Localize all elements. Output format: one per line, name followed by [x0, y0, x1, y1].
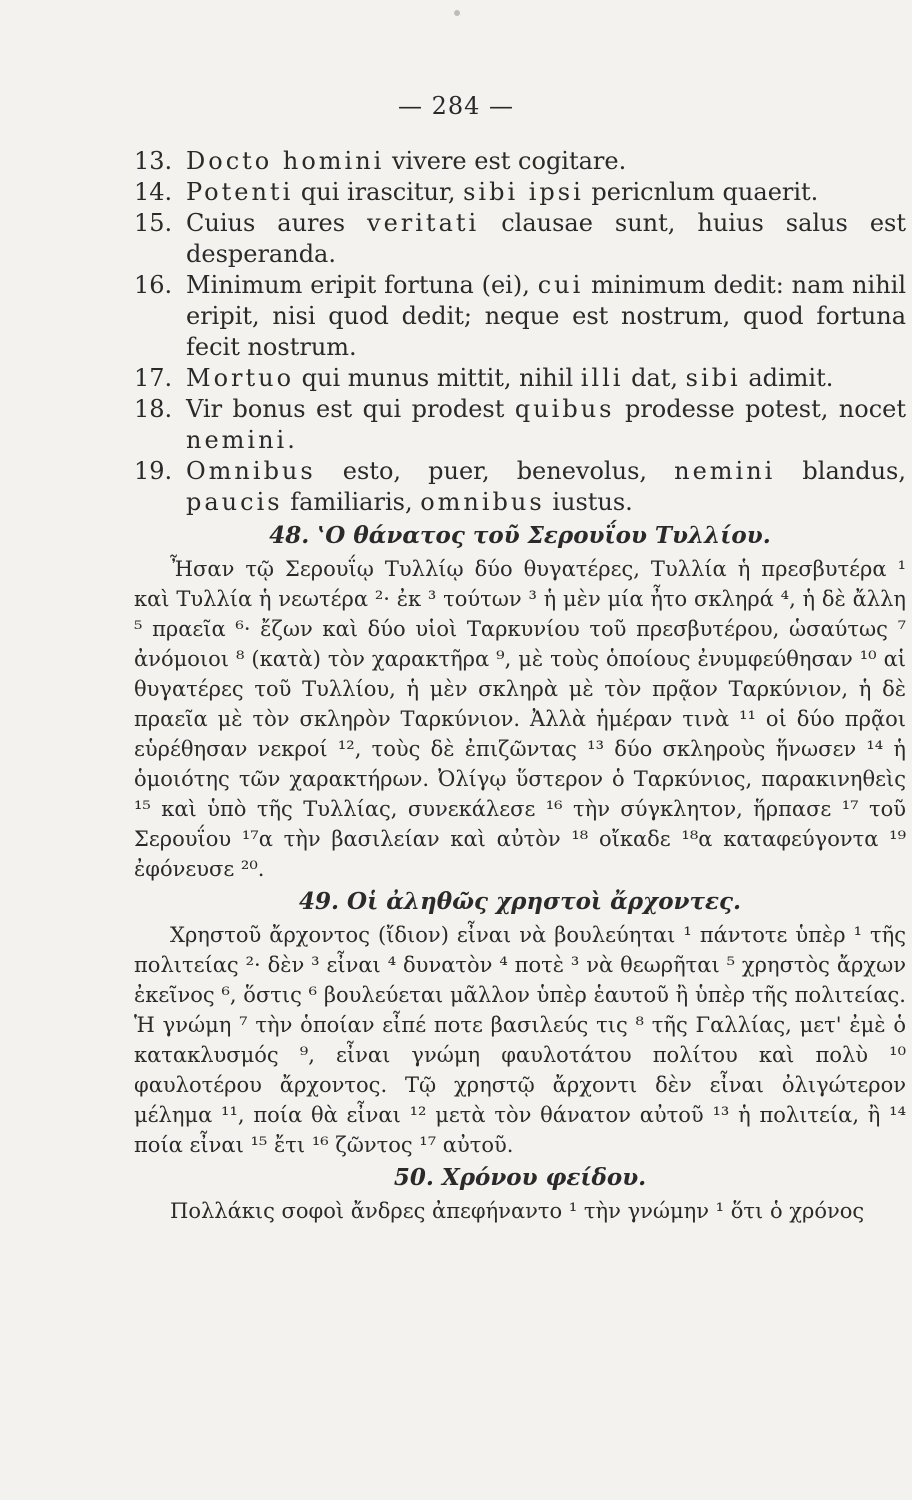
exercise-item	[134, 208, 906, 270]
exercise-item	[134, 456, 906, 518]
item-number: 19.	[134, 457, 173, 485]
section-heading-50: 50. Χρόνου φείδου.	[393, 1164, 647, 1191]
item-text: Mortuo qui munus mittit, nihil illi dat, sibi adimit.	[186, 364, 834, 392]
item-number: 16.	[134, 271, 173, 299]
ink-speck	[454, 10, 460, 16]
exercise-item	[134, 394, 906, 456]
page-number: — 284 —	[397, 92, 515, 120]
item-number: 18.	[134, 395, 173, 423]
item-text: Docto homini vivere est cogitare.	[186, 147, 627, 175]
latin-exercises	[134, 146, 906, 518]
section-text-50: Πολλάκις σοφοὶ ἄνδρες ἀπεφήναντο ¹ τὴν γνώμην ¹ ὅτι ὁ χρόνος	[170, 1199, 865, 1223]
item-number: 15.	[134, 209, 173, 237]
exercise-item	[134, 363, 906, 394]
section-text-49: Χρηστοῦ ἄρχοντος (ἴδιον) εἶναι νὰ βουλεύηται ¹ πάντοτε ὑπὲρ ¹ τῆς πολιτείας ²· δὲν ³ εἶναι ⁴ δυνατὸν ⁴ ποτὲ ³ νὰ θεωρῆται ⁵ χρηστὸς ἄρχων ἐκεῖνος ⁶, ὅστις ⁶ βουλεύεται μᾶλλον ὑπὲρ ἑαυτοῦ ἢ ὑπὲρ τῆς πολιτείας. Ἡ γνώμη ⁷ τὴν ὁποίαν εἶπέ ποτε βασιλεύς τις ⁸ τῆς Γαλλίας, μετ' ἐμὲ ὁ κατακλυσμός ⁹, εἶναι γνώμη φαυλοτάτου πολίτου καὶ πολὺ ¹⁰ φαυλοτέρου ἄρχοντος. Τῷ χρηστῷ ἄρχοντι δὲν εἶναι ὀλιγώτερον μέλημα ¹¹, ποία θὰ εἶναι ¹² μετὰ τὸν θάνατον αὐτοῦ ¹³ ἡ πολιτεία, ἢ ¹⁴ ποία εἶναι ¹⁵ ἔτι ¹⁶ ζῶντος ¹⁷ αὐτοῦ.	[134, 923, 906, 1157]
section-heading-49: 49. Οἱ ἀληθῶς χρηστοὶ ἄρχοντες.	[299, 888, 741, 915]
exercise-item	[134, 270, 906, 363]
item-number: 17.	[134, 364, 173, 392]
exercise-item	[134, 146, 906, 177]
item-number: 14.	[134, 178, 173, 206]
exercise-item	[134, 177, 906, 208]
item-text: Potenti qui irascitur, sibi ipsi pericnlum quaerit.	[186, 178, 819, 206]
item-number: 13.	[134, 147, 173, 175]
item-text: Omnibus esto, puer, benevolus, nemini blandus, paucis familiaris, omnibus iustus.	[186, 457, 907, 516]
page-content	[134, 146, 906, 1226]
item-text: Cuius aures veritati clausae sunt, huius salus est desperanda.	[186, 209, 906, 268]
item-text: Minimum eripit fortuna (ei), cui minimum dedit: nam nihil eripit, nisi quod dedit; neque est nostrum, quod fortuna fecit nostrum.	[186, 271, 906, 361]
section-heading-48: 48. ‛Ο θάνατος τοῦ Σερουΐου Τυλλίου.	[269, 522, 771, 549]
section-text-48: Ἦσαν τῷ Σερουΐῳ Τυλλίῳ δύο θυγατέρες, Τυλλία ἡ πρεσβυτέρα ¹ καὶ Τυλλία ἡ νεωτέρα ²· ἐκ ³ τούτων ³ ἡ μὲν μία ἦτο σκληρά ⁴, ἡ δὲ ἄλλη ⁵ πραεῖα ⁶· ἔζων καὶ δύο υἱοὶ Ταρκυνίου τοῦ πρεσβυτέρου, ὡσαύτως ⁷ ἀνόμοιοι ⁸ (κατὰ) τὸν χαρακτῆρα ⁹, μὲ τοὺς ὁποίους ἐνυμφεύθησαν ¹⁰ αἱ θυγατέρες τοῦ Τυλλίου, ἡ μὲν σκληρὰ μὲ τὸν πρᾷον Ταρκύνιον, ἡ δὲ πραεῖα μὲ τὸν σκληρὸν Ταρκύνιον. Ἀλλὰ ἡμέραν τινὰ ¹¹ οἱ δύο πρᾷοι εὑρέθησαν νεκροί ¹², τοὺς δὲ ἐπιζῶντας ¹³ δύο σκληροὺς ἥνωσεν ¹⁴ ἡ ὁμοιότης τῶν χαρακτήρων. Ὀλίγῳ ὕστερον ὁ Ταρκύνιος, παρακινηθεὶς ¹⁵ καὶ ὑπὸ τῆς Τυλλίας, συνεκάλεσε ¹⁶ τὴν σύγκλητον, ἥρπασε ¹⁷ τοῦ Σερουΐου ¹⁷α τὴν βασιλείαν καὶ αὐτὸν ¹⁸ οἴκαδε ¹⁸α καταφεύγοντα ¹⁹ ἐφόνευσε ²⁰.	[134, 557, 906, 881]
item-text: Vir bonus est qui prodest quibus prodesse potest, nocet nemini.	[186, 395, 906, 454]
